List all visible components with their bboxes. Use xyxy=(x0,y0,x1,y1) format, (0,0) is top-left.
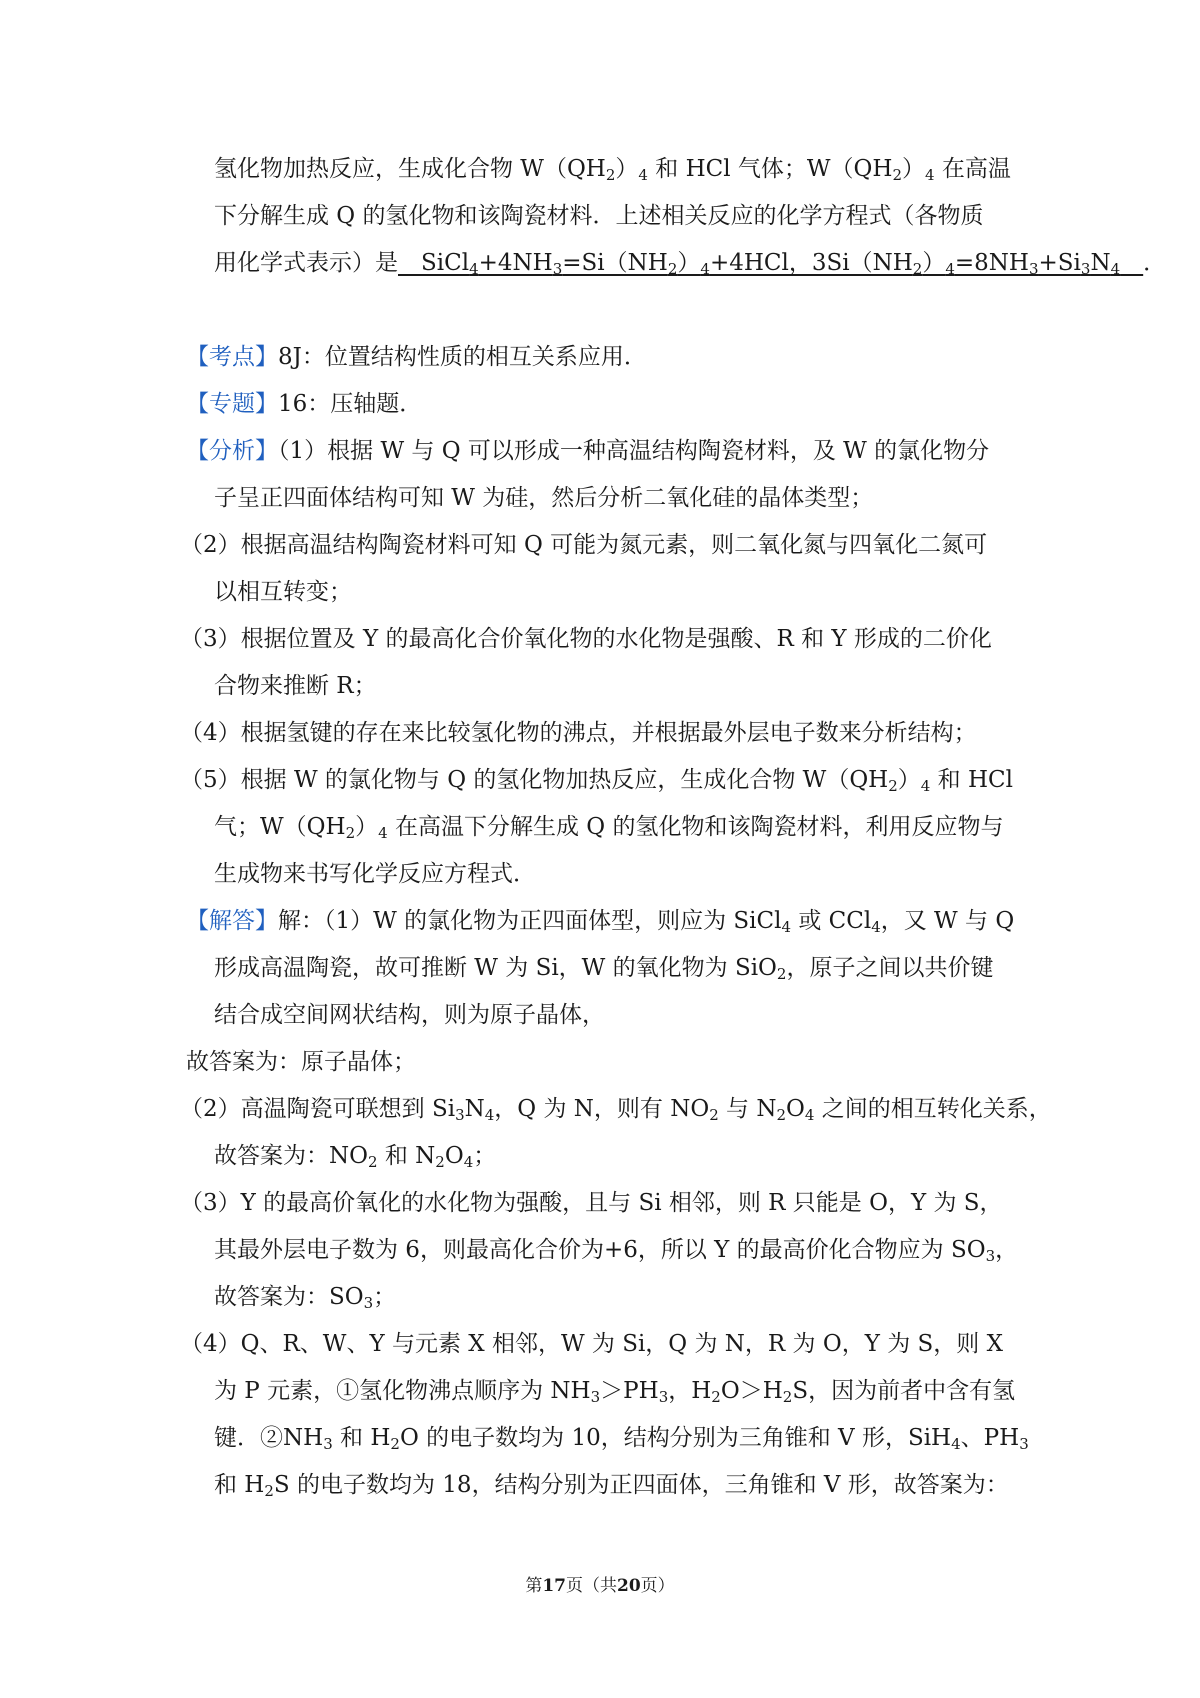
text-line: 生成物来书写化学反应方程式． xyxy=(214,861,536,887)
footer-total-pages: 20 xyxy=(617,1576,641,1596)
text-line: 【考点】8J：位置结构性质的相互关系应用． xyxy=(186,344,647,370)
text-line: （2）根据高温结构陶瓷材料可知 Q 可能为氮元素，则二氧化氮与四氧化二氮可 xyxy=(180,532,988,558)
text-line: （2）高温陶瓷可联想到 $Si_3N_4$，Q 为 N，则有 $NO_2$ 与 $N_2O_4$ 之间的相互转化关系， xyxy=(180,1096,1052,1124)
text-line: 故答案为：$SO_3$； xyxy=(214,1284,397,1312)
text-line: 和 $H_2S$ 的电子数均为 18，结构分别为正四面体，三角锥和 V 形，故答案为： xyxy=(214,1472,1009,1500)
text-line: 形成高温陶瓷，故可推断 W 为 Si，W 的氧化物为 SiO$_2$，原子之间以共价键 xyxy=(214,955,994,983)
text-line: 【解答】解：（1）W 的氯化物为正四面体型，则应为 SiCl$_4$ 或 CCl$_4$，又 W 与 Q xyxy=(186,908,1015,936)
text-line: 【分析】（1）根据 W 与 Q 可以形成一种高温结构陶瓷材料，及 W 的氯化物分 xyxy=(186,438,990,464)
text-line: 【专题】16：压轴题． xyxy=(186,391,423,417)
footer-suffix: 页） xyxy=(640,1576,675,1596)
text-line: （5）根据 W 的氯化物与 Q 的氢化物加热反应，生成化合物 $W(QH_2)_4$ 和 HCl xyxy=(180,767,1013,795)
footer-page-number: 17 xyxy=(542,1576,566,1596)
text-line: （4）根据氢键的存在来比较氢化物的沸点，并根据最外层电子数来分析结构； xyxy=(180,720,977,746)
text-line: 键．$②NH_3$ 和 $H_2O$ 的电子数均为 10，结构分别为三角锥和 V 形，SiH$_4$、$PH_3$ xyxy=(214,1425,1029,1453)
text-line: （3）根据位置及 Y 的最高化合价氧化物的水化物是强酸、R 和 Y 形成的二价化 xyxy=(180,626,992,652)
text-line: 以相互转变； xyxy=(214,579,352,605)
text-line: 故答案为：原子晶体； xyxy=(186,1049,416,1075)
text-line: 结合成空间网状结构，则为原子晶体， xyxy=(214,1002,605,1028)
text-line: （4）Q、R、W、Y 与元素 X 相邻，W 为 Si，Q 为 N，R 为 O，Y 为 S，则 X xyxy=(180,1331,1003,1357)
text-line: 氢化物加热反应，生成化合物 $W(QH_2)_4$ 和 HCl 气体；$W(QH_2)_4$ 在高温 xyxy=(214,156,1011,184)
text-line: 故答案为：$NO_2$ 和 $N_2O_4$； xyxy=(214,1143,497,1171)
text-line: 用化学式表示）是$\_\_SiCl_4+4NH_3=Si(NH_2)_4+4HCl$，$3Si(NH_2)_4=8NH_3+Si_3N_4\_\_$． xyxy=(214,250,1167,278)
text-line: 下分解生成 Q 的氢化物和该陶瓷材料．上述相关反应的化学方程式（各物质 xyxy=(214,203,984,229)
text-line: 其最外层电子数为 6，则最高化合价为+6，所以 Y 的最高价化合物应为 $SO_3$， xyxy=(214,1237,1019,1265)
text-line: （3）Y 的最高价氧化的水化物为强酸，且与 Si 相邻，则 R 只能是 O，Y 为 S， xyxy=(180,1190,1003,1216)
page-footer xyxy=(0,1574,1200,1598)
text-line: 为 P 元素，①氢化物沸点顺序为 $NH_3>PH_3$，$H_2O>H_2S$，因为前者中含有氢 xyxy=(214,1378,1016,1406)
text-line: 气；$W(QH_2)_4$ 在高温下分解生成 Q 的氢化物和该陶瓷材料，利用反应物与 xyxy=(214,814,1004,842)
text-line: 合物来推断 R； xyxy=(214,673,377,699)
text-line: 子呈正四面体结构可知 W 为硅，然后分析二氧化硅的晶体类型； xyxy=(214,485,874,511)
footer-prefix: 第 xyxy=(525,1576,543,1596)
footer-middle: 页（共 xyxy=(566,1576,617,1596)
